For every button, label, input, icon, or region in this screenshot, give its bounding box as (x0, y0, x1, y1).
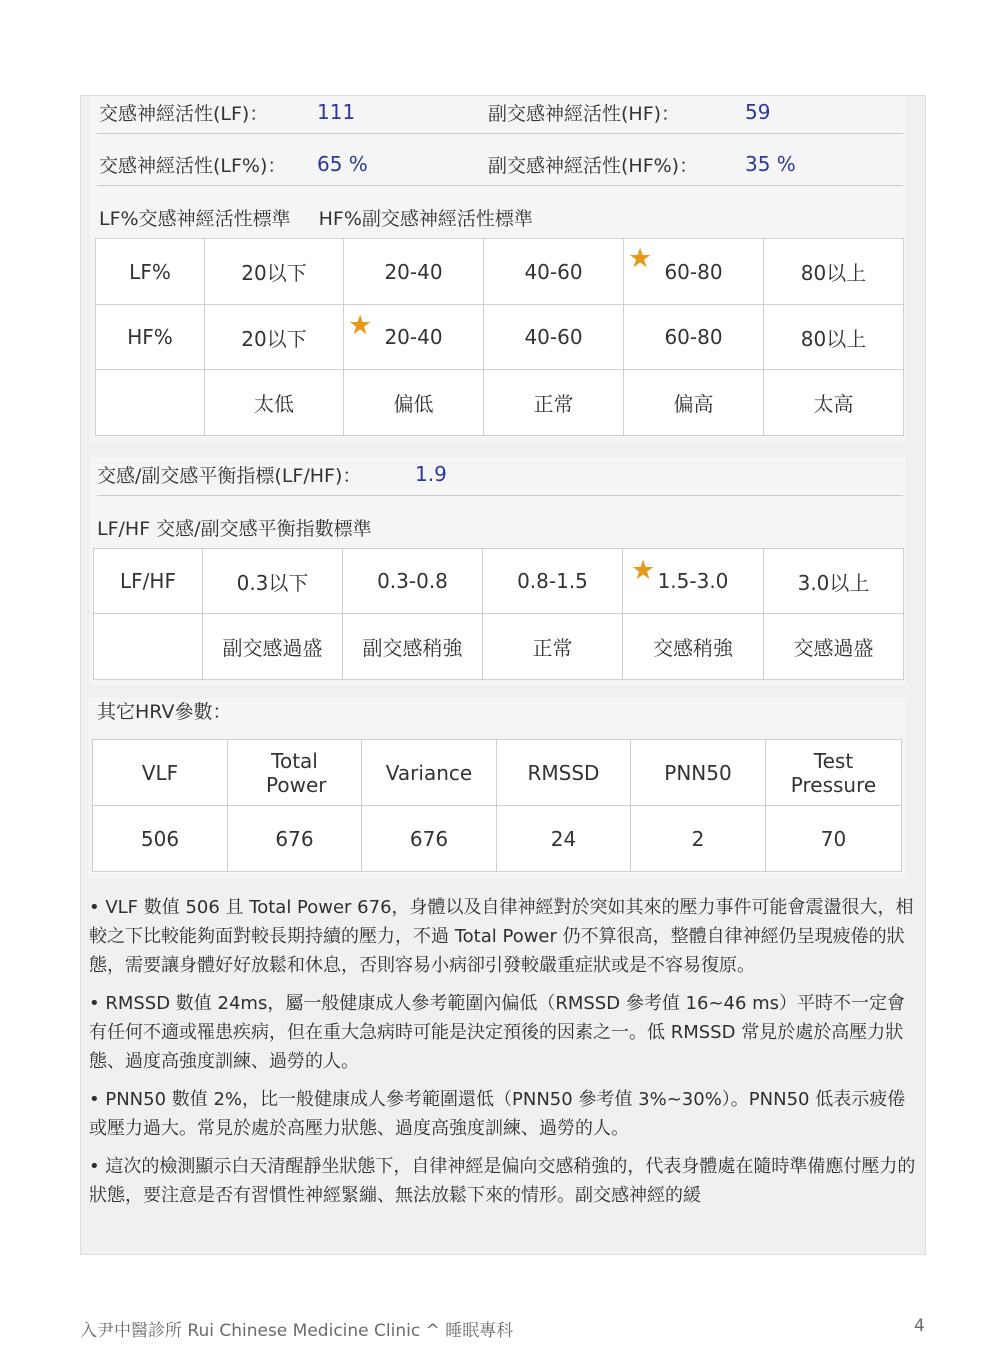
note-rmssd: • RMSSD 數值 24ms，屬一般健康成人參考範圍內偏低（RMSSD 參考值 16~46 ms）平時不一定會有任何不適或罹患疾病，但在重大急病時可能是決定預後的因素之一。低 RMSSD 常見於處於高壓力狀態、過度高強度訓練、過勞的人。 (89, 993, 906, 1072)
hfp-value: 35 % (745, 152, 796, 176)
ratio-cell: 0.3以下 (203, 549, 343, 614)
other-hrv-title: 其它HRV參數： (97, 701, 232, 723)
divider (97, 133, 903, 134)
lf-cell: 20以下 (205, 239, 344, 305)
level-cell: 偏高 (624, 370, 764, 436)
hf-label: 副交感神經活性(HF)： (488, 102, 681, 125)
ratio-row-header: LF/HF (94, 549, 203, 614)
hrv-header: Total Power (228, 740, 362, 806)
lfp-row (99, 146, 899, 182)
lf-cell-text: 60-80 (664, 259, 723, 284)
hf-cell-marked (344, 305, 484, 370)
hf-cell-text: 20-40 (384, 325, 443, 349)
lf-standard-title (99, 204, 533, 231)
lf-cell: 80以上 (764, 239, 904, 305)
lf-cell-marked (624, 239, 764, 305)
footer-clinic: 入尹中醫診所 Rui Chinese Medicine Clinic ^ 睡眠專科 (80, 1321, 514, 1341)
state-cell: 副交感稍強 (343, 614, 483, 680)
hrv-header: Variance (362, 740, 497, 806)
hf-cell: 60-80 (624, 305, 764, 370)
hrv-header: RMSSD (497, 740, 631, 806)
hrv-value: 2 (631, 806, 766, 872)
hrv-value: 506 (93, 806, 228, 872)
balance-standard-table (93, 548, 904, 680)
note-vlf: • VLF 數值 506 且 Total Power 676，身體以及自律神經對於突如其來的壓力事件可能會震盪很大，相較之下比較能夠面對較長期持續的壓力，不過 Total Power 仍不算很高，整體自律神經仍呈現疲倦的狀態，需要讓身體好好放鬆和休息，否則容易小病卻引發較嚴重症狀或是不容易復原。 (89, 897, 914, 976)
level-cell: 偏低 (344, 370, 484, 436)
level-cell: 太高 (764, 370, 904, 436)
state-cell: 交感過盛 (764, 614, 904, 680)
state-cell: 正常 (483, 614, 623, 680)
lfp-value: 65 % (317, 152, 368, 176)
analysis-notes (89, 893, 917, 1219)
hf-value: 59 (745, 100, 771, 124)
hrv-value: 70 (766, 806, 902, 872)
lf-hf-standard-table (95, 238, 904, 436)
lf-row-header: LF% (96, 239, 205, 305)
hrv-value: 24 (497, 806, 631, 872)
other-hrv-table (92, 739, 902, 872)
hrv-header: VLF (93, 740, 228, 806)
star-icon: ★ (348, 310, 373, 341)
state-cell: 副交感過盛 (203, 614, 343, 680)
state-cell: 交感稍強 (623, 614, 764, 680)
divider (97, 185, 903, 186)
hf-cell: 40-60 (484, 305, 624, 370)
balance-standard-title: LF/HF 交感/副交感平衡指數標準 (97, 518, 372, 540)
hf-cell: 80以上 (764, 305, 904, 370)
hrv-value: 676 (362, 806, 497, 872)
balance-row (97, 456, 897, 492)
star-icon: ★ (631, 555, 656, 586)
divider (97, 495, 903, 496)
hrv-header: PNN50 (631, 740, 766, 806)
lf-cell: 20-40 (344, 239, 484, 305)
note-pnn50: • PNN50 數值 2%，比一般健康成人參考範圍還低（PNN50 參考值 3%~30%）。PNN50 低表示疲倦或壓力過大。常見於處於高壓力狀態、過度高強度訓練、過勞的人。 (89, 1089, 906, 1139)
balance-value: 1.9 (415, 462, 447, 486)
hf-cell: 20以下 (205, 305, 344, 370)
ratio-cell-marked (623, 549, 764, 614)
state-row-header (94, 614, 203, 680)
hrv-value: 676 (228, 806, 362, 872)
page-number: 4 (914, 1316, 925, 1336)
lf-standard-title-text: LF%交感神經活性標準 (99, 208, 291, 230)
hfp-label: 副交感神經活性(HF%)： (488, 154, 699, 177)
star-icon: ★ (628, 243, 653, 274)
lf-row (99, 94, 899, 130)
lf-value: 111 (317, 100, 356, 124)
level-cell: 太低 (205, 370, 344, 436)
ratio-cell: 3.0以上 (764, 549, 904, 614)
lf-cell: 40-60 (484, 239, 624, 305)
hrv-header: Test Pressure (766, 740, 902, 806)
lf-label: 交感神經活性(LF)： (99, 102, 269, 125)
lfp-label: 交感神經活性(LF%)： (99, 154, 287, 177)
hf-row-header: HF% (96, 305, 205, 370)
note-balance: • 這次的檢測顯示白天清醒靜坐狀態下，自律神經是偏向交感稍強的，代表身體處在隨時準備應付壓力的狀態，要注意是否有習慣性神經緊繃、無法放鬆下來的情形。副交感神經的緩 (89, 1156, 916, 1206)
ratio-cell-text: 1.5-3.0 (657, 569, 729, 593)
ratio-cell: 0.8-1.5 (483, 549, 623, 614)
level-cell: 正常 (484, 370, 624, 436)
balance-label: 交感/副交感平衡指標(LF/HF)： (97, 464, 362, 487)
ratio-cell: 0.3-0.8 (343, 549, 483, 614)
level-row-header (96, 370, 205, 436)
hf-standard-title-text: HF%副交感神經活性標準 (318, 208, 533, 230)
